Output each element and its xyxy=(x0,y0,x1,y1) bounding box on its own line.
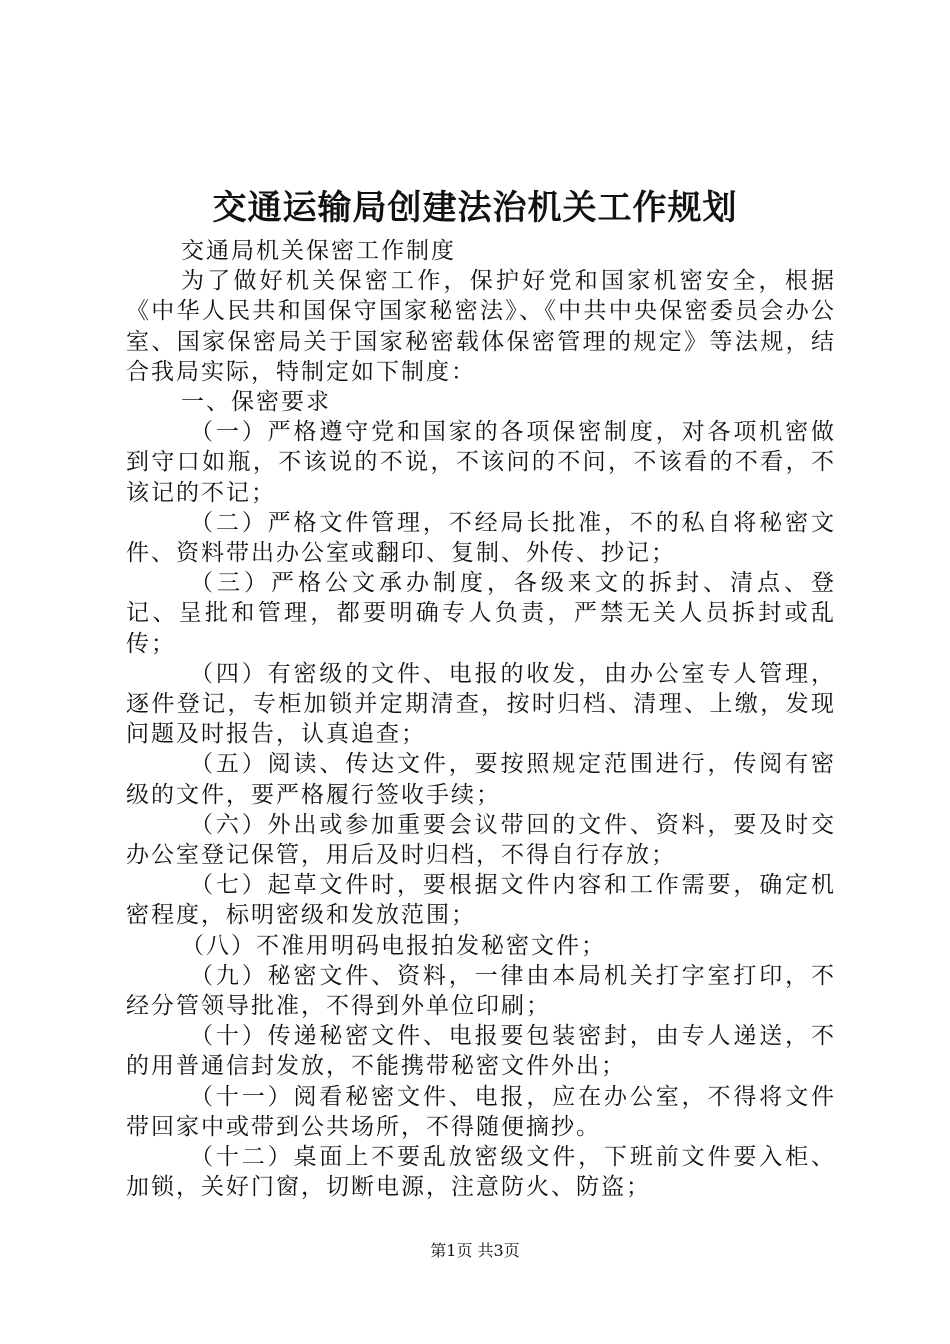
document-title: 交通运输局创建法治机关工作规划 xyxy=(212,188,738,228)
paragraph-item-1: （一）严格遵守党和国家的各项保密制度，对各项机密做到守口如瓶，不该说的不说，不该问的不问，不该看的不看，不该记的不记； xyxy=(126,419,836,506)
paragraph-item-3: （三）严格公文承办制度，各级来文的拆封、清点、登记、呈批和管理，都要明确专人负责，严禁无关人员拆封或乱传； xyxy=(126,570,836,657)
paragraph-item-8: （八）不准用明码电报拍发秘密文件； xyxy=(181,932,606,959)
paragraph-item-5: （五）阅读、传达文件，要按照规定范围进行，传阅有密级的文件，要严格履行签收手续； xyxy=(126,751,836,808)
page-footer: 第1页 共3页 xyxy=(430,1241,520,1260)
document-body xyxy=(126,236,836,1203)
paragraph-item-2: （二）严格文件管理，不经局长批准，不的私自将秘密文件、资料带出办公室或翻印、复制、外传、抄记； xyxy=(126,509,836,567)
paragraph-item-6: （六）外出或参加重要会议带回的文件、资料，要及时交办公室登记保管，用后及时归档，不得自行存放； xyxy=(126,811,836,869)
paragraph-intro: 为了做好机关保密工作，保护好党和国家机密安全，根据《中华人民共和国保守国家秘密法》、《中共中央保密委员会办公室、国家保密局关于国家秘密载体保密管理的规定》等法规，结合我局实际，特制定如下制度： xyxy=(126,268,836,385)
paragraph-item-4: （四）有密级的文件、电报的收发，由办公室专人管理，逐件登记，专柜加锁并定期清查，按时归档、清理、上缴，发现问题及时报告，认真追查； xyxy=(126,660,836,748)
paragraph-item-9: （九）秘密文件、资料，一律由本局机关打字室打印，不经分管领导批准，不得到外单位印刷； xyxy=(126,962,836,1020)
section-heading: 一、保密要求 xyxy=(181,389,331,416)
paragraph-subtitle: 交通局机关保密工作制度 xyxy=(181,238,456,264)
paragraph-item-11: （十一）阅看秘密文件、电报，应在办公室，不得将文件带回家中或带到公共场所，不得随便摘抄。 xyxy=(126,1083,836,1140)
paragraph-item-7: （七）起草文件时，要根据文件内容和工作需要，确定机密程度，标明密级和发放范围； xyxy=(126,872,836,929)
paragraph-item-12: （十二）桌面上不要乱放密级文件，下班前文件要入柜、加锁，关好门窗，切断电源，注意防火、防盗； xyxy=(126,1144,836,1201)
paragraph-item-10: （十）传递秘密文件、电报要包装密封，由专人递送，不的用普通信封发放，不能携带秘密文件外出； xyxy=(126,1023,836,1080)
